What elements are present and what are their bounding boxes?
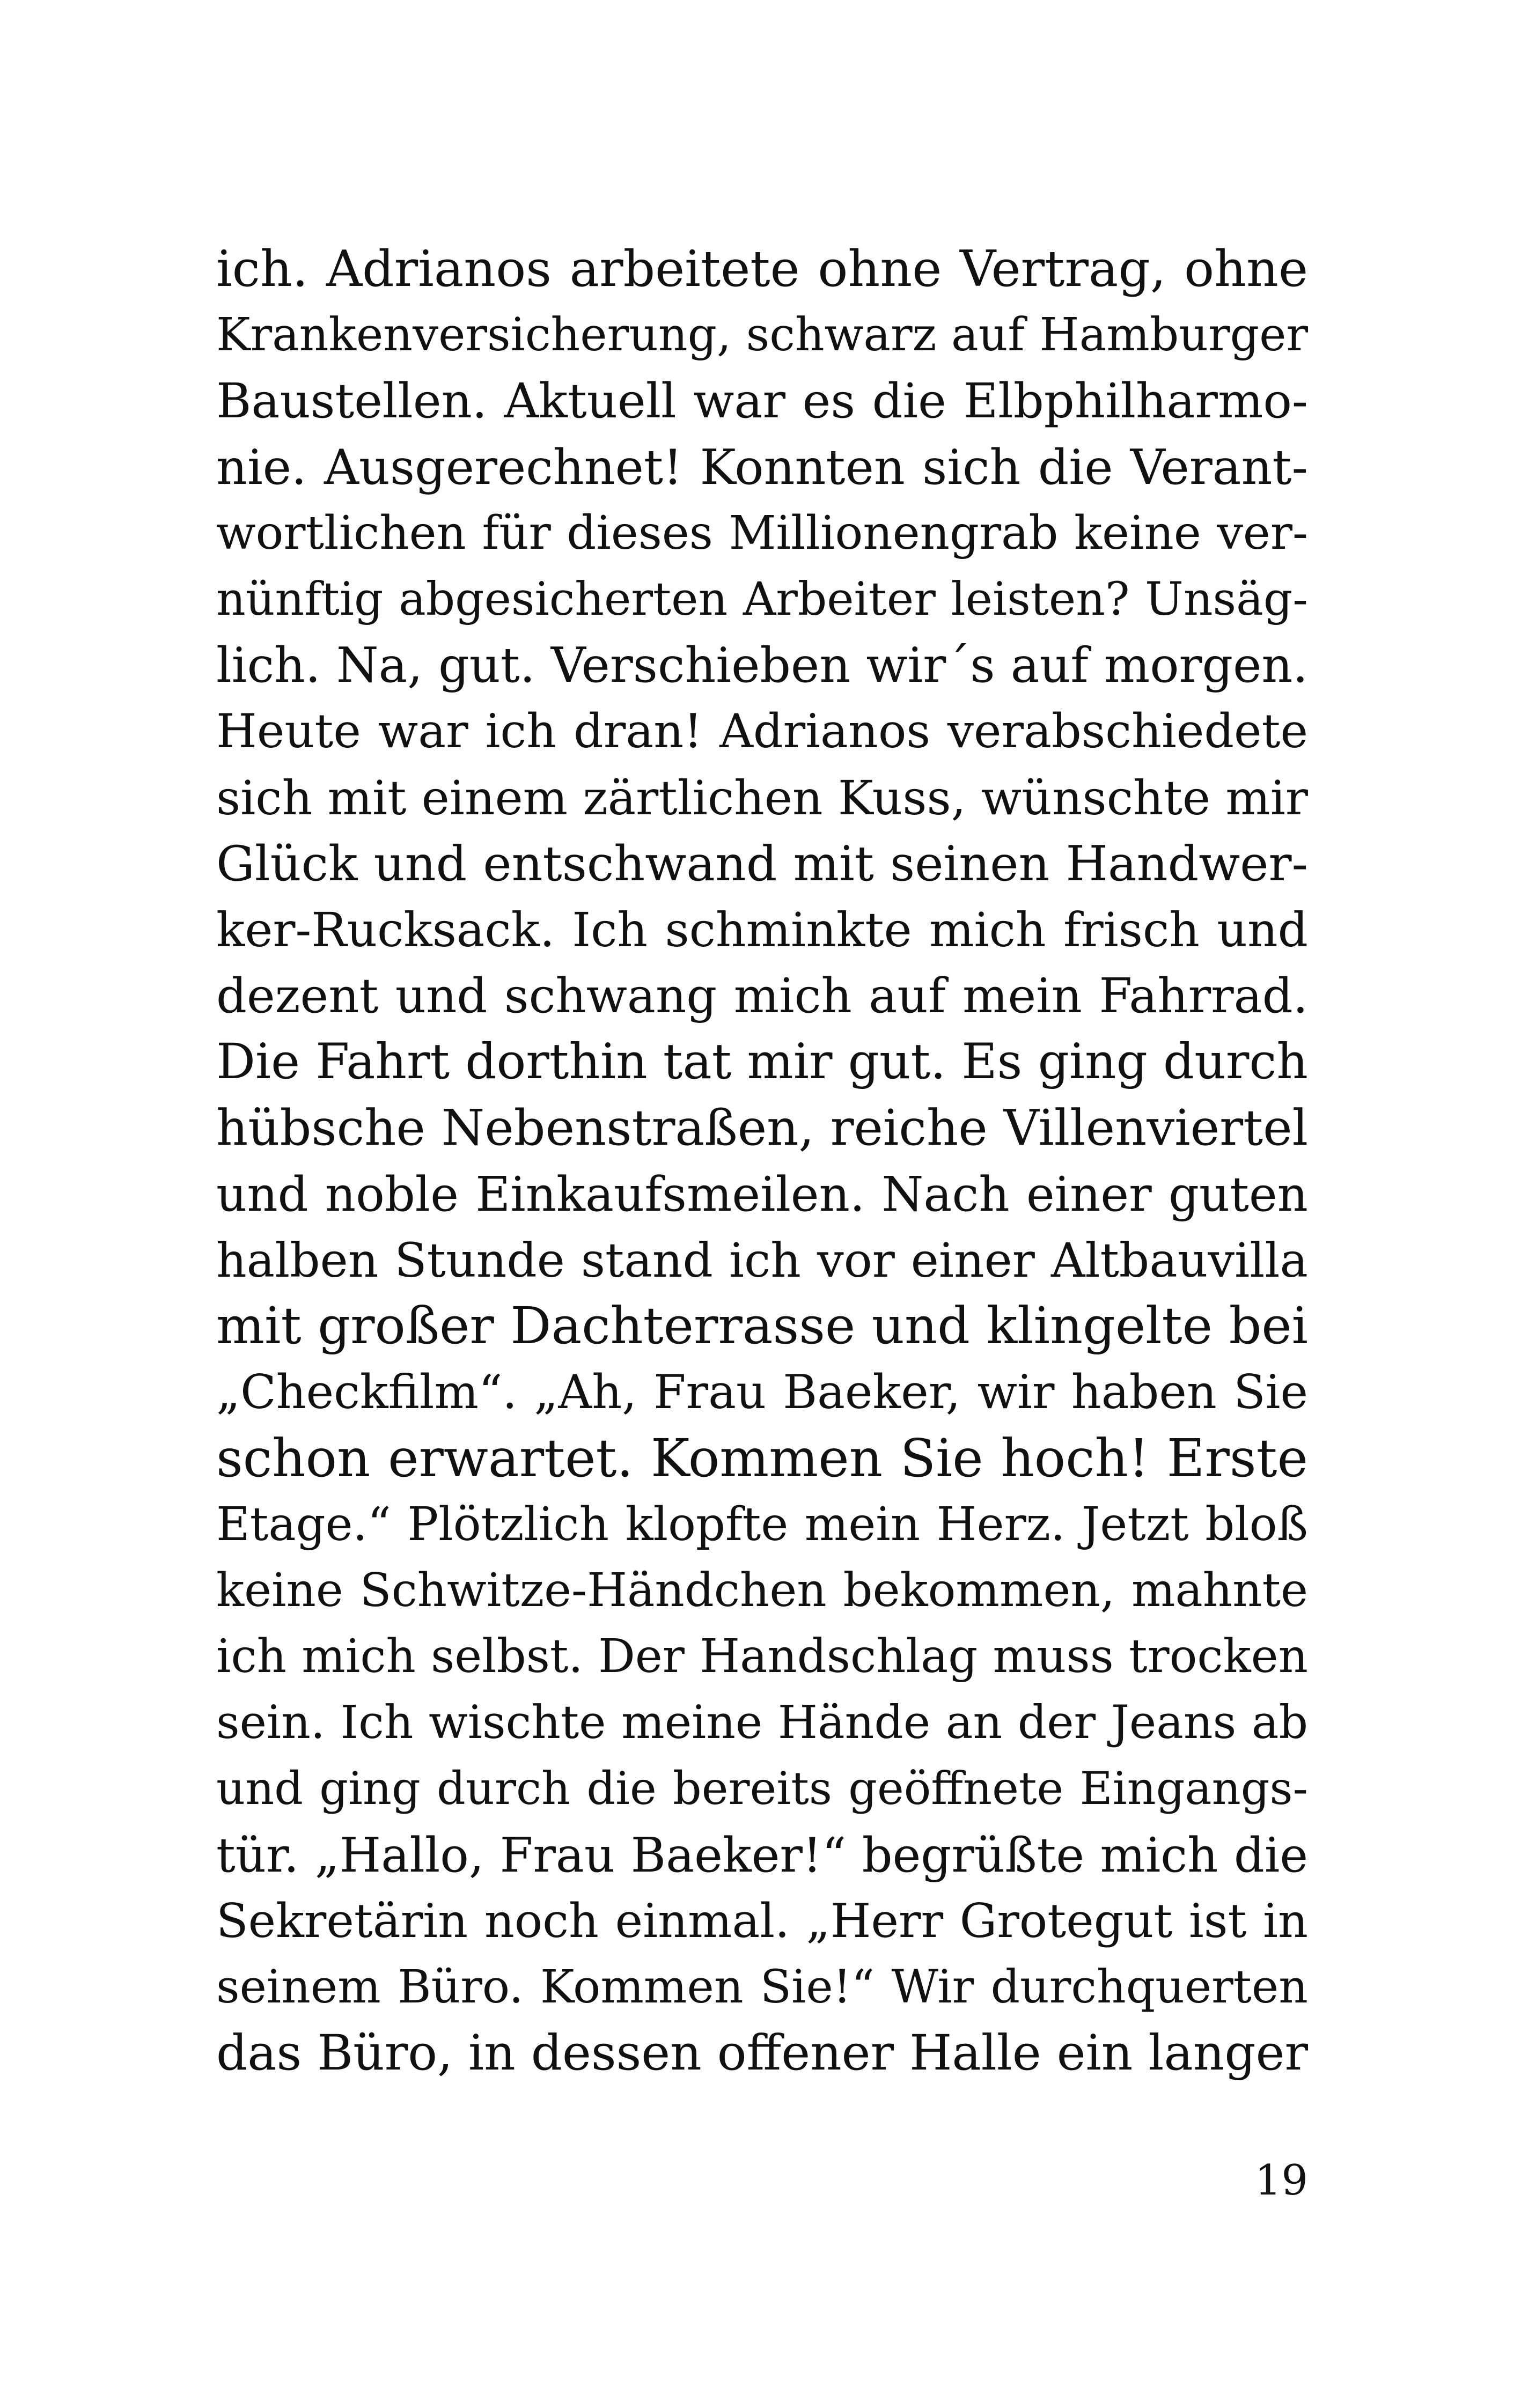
text-line: nie. Ausgerechnet! Konnten sich die Verant- (216, 439, 1308, 496)
text-line: schon erwartet. Kommen Sie hoch! Erste (216, 1428, 1308, 1489)
text-line: das Büro, in dessen offener Halle ein langer (216, 2025, 1308, 2082)
text-line: und noble Einkaufsmeilen. Nach einer guten (216, 1166, 1308, 1222)
page-number: 19 (1254, 2156, 1308, 2205)
text-line: nünftig abgesicherten Arbeiter leisten? Unsäg- (216, 572, 1308, 626)
text-line: Heute war ich dran! Adrianos verabschiedete (216, 704, 1308, 759)
text-line: ich. Adrianos arbeitete ohne Vertrag, ohne (216, 240, 1308, 298)
text-line: Etage.“ Plötzlich klopfte mein Herz. Jetzt bloß (216, 1497, 1308, 1551)
text-line: sich mit einem zärtlichen Kuss, wünschte mir (216, 770, 1308, 826)
text-line: sein. Ich wischte meine Hände an der Jeans ab (216, 1696, 1308, 1750)
text-line: und ging durch die bereits geöffnete Eingangs- (216, 1762, 1308, 1815)
text-line: tür. „Hallo, Frau Baeker!“ begrüßte mich die (216, 1827, 1308, 1883)
text-line: Baustellen. Aktuell war es die Elbphilharmo- (216, 373, 1308, 429)
text-line: ker-Rucksack. Ich schminkte mich frisch und (216, 902, 1308, 958)
text-line: Die Fahrt dorthin tat mir gut. Es ging durch (216, 1034, 1308, 1091)
text-line: „Checkfilm“. „Ah, Frau Baeker, wir haben Sie (216, 1365, 1308, 1420)
text-line: seinem Büro. Kommen Sie!“ Wir durchquerten (216, 1960, 1308, 2014)
text-line: lich. Na, gut. Verschieben wir´s auf morgen. (216, 637, 1308, 694)
text-line: Sekretärin noch einmal. „Herr Grotegut ist in (216, 1893, 1308, 1948)
text-line: Krankenversicherung, schwarz auf Hamburger (216, 308, 1308, 362)
text-line: mit großer Dachterrasse und klingelte bei (216, 1297, 1308, 1356)
text-line: hübsche Nebenstraßen, reiche Villenviertel (216, 1099, 1308, 1157)
text-line: keine Schwitze-Händchen bekommen, mahnte (216, 1563, 1308, 1617)
text-line: ich mich selbst. Der Handschlag muss trocken (216, 1629, 1308, 1683)
body-text (216, 236, 1308, 2086)
text-line: wortlichen für dieses Millionengrab keine ver- (216, 506, 1308, 560)
text-line: dezent und schwang mich auf mein Fahrrad. (216, 968, 1308, 1024)
text-line: Glück und entschwand mit seinen Handwer- (216, 835, 1308, 892)
text-line: halben Stunde stand ich vor einer Altbauvilla (216, 1232, 1308, 1288)
